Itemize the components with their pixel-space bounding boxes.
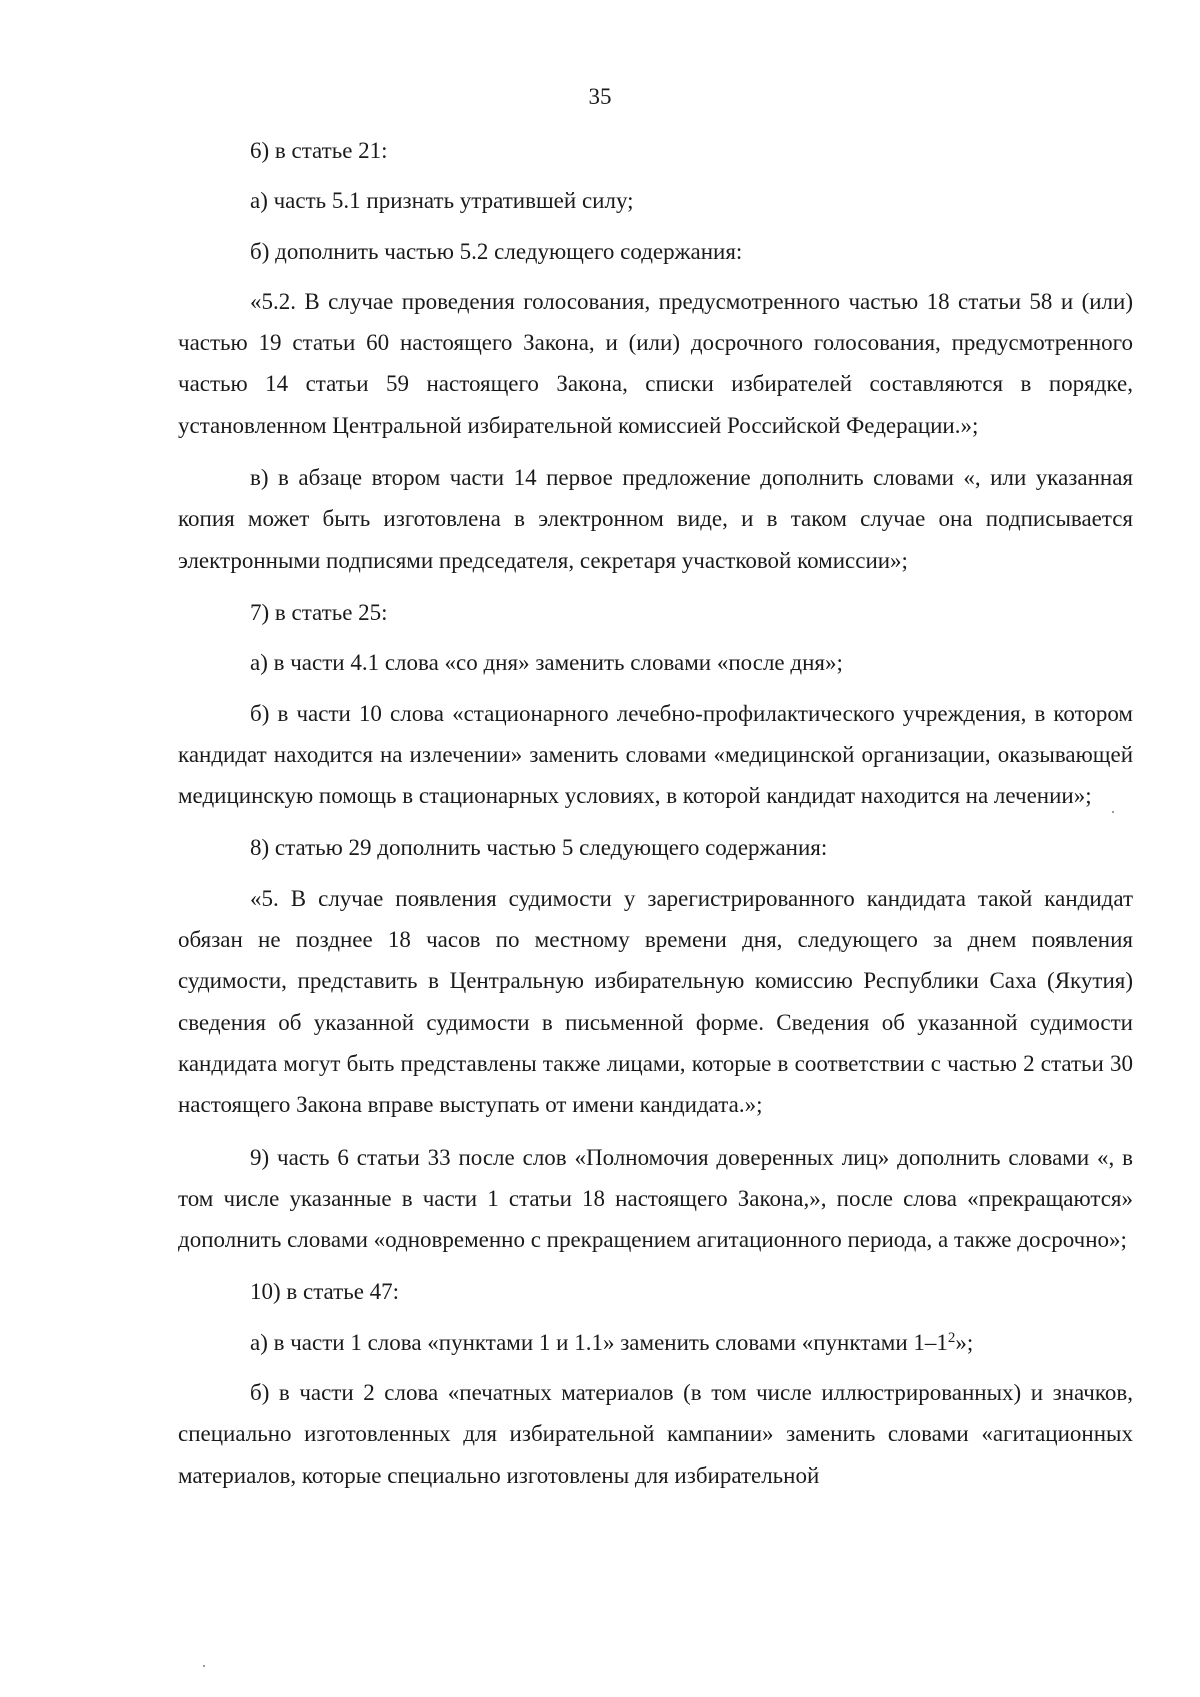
paragraph-7b: б) в части 10 слова «стационарного лечебно-профилактического учреждения, в котором кандидат находится на излечении» заменить словами «медицинской организации, оказывающей медицинскую помощь в стационарных условиях, в которой кандидат находится на лечении»; xyxy=(178,700,1133,809)
paragraph-5-quote: «5. В случае появления судимости у зарегистрированного кандидата такой кандидат обязан не позднее 18 часов по местному времени дня, следующего за днем появления судимости, представить в Центральную избирательную комиссию Республики Саха (Якутия) сведения об указанной судимости в письменной форме. Сведения об указанной судимости кандидата могут быть представлены также лицами, которые в соответствии с частью 2 статьи 30 настоящего Закона вправе выступать от имени кандидата.»; xyxy=(178,885,1133,1118)
paragraph-10a-end: »; xyxy=(955,1329,974,1355)
paragraph-6a: а) часть 5.1 признать утратившей силу; xyxy=(250,188,634,214)
paragraph-6: 6) в статье 21: xyxy=(250,138,388,163)
paragraph-10b: б) в части 2 слова «печатных материалов (в том числе иллюстрированных) и значков, специально изготовленных для избирательной кампании» заменить словами «агитационных материалов, которые специально изготовлены для избирательной xyxy=(178,1380,1133,1488)
paragraph-9: 9) часть 6 статьи 33 после слов «Полномочия доверенных лиц» дополнить словами «, в том числе указанные в части 1 статьи 18 настоящего Закона,», после слова «прекращаются» дополнить словами «одновременно с прекращением агитационного периода, а также досрочно»; xyxy=(178,1144,1133,1253)
paragraph-6v: в) в абзаце втором части 14 первое предложение дополнить словами «, или указанная копия может быть изготовлена в электронном виде, и в таком случае она подписывается электронными подписями председателя, секретаря участковой комиссии»; xyxy=(178,465,1133,573)
superscript-2: 2 xyxy=(947,1329,956,1346)
paragraph-5-2-quote: «5.2. В случае проведения голосования, предусмотренного частью 18 статьи 58 и (или) частью 19 статьи 60 настоящего Закона, и (или) досрочного голосования, предусмотренного частью 14 статьи 59 настоящего Закона, списки избирателей составляются в порядке, установленном Центральной избирательной комиссией Российской Федерации.»; xyxy=(178,288,1133,438)
paragraph-7: 7) в статье 25: xyxy=(250,599,388,625)
paragraph-10a xyxy=(178,1322,1133,1363)
scan-speck xyxy=(203,1665,205,1667)
document-body xyxy=(178,130,1133,1507)
page-number: 35 xyxy=(588,84,612,109)
paragraph-6b: б) дополнить частью 5.2 следующего содержания: xyxy=(250,238,743,264)
paragraph-10a-text: а) в части 1 слова «пунктами 1 и 1.1» заменить словами «пунктами 1–1 xyxy=(250,1329,948,1355)
paragraph-7a: а) в части 4.1 слова «со дня» заменить словами «после дня»; xyxy=(250,650,843,676)
paragraph-10: 10) в статье 47: xyxy=(250,1279,400,1305)
scan-speck xyxy=(1112,811,1114,813)
paragraph-8: 8) статью 29 дополнить частью 5 следующего содержания: xyxy=(250,835,828,861)
